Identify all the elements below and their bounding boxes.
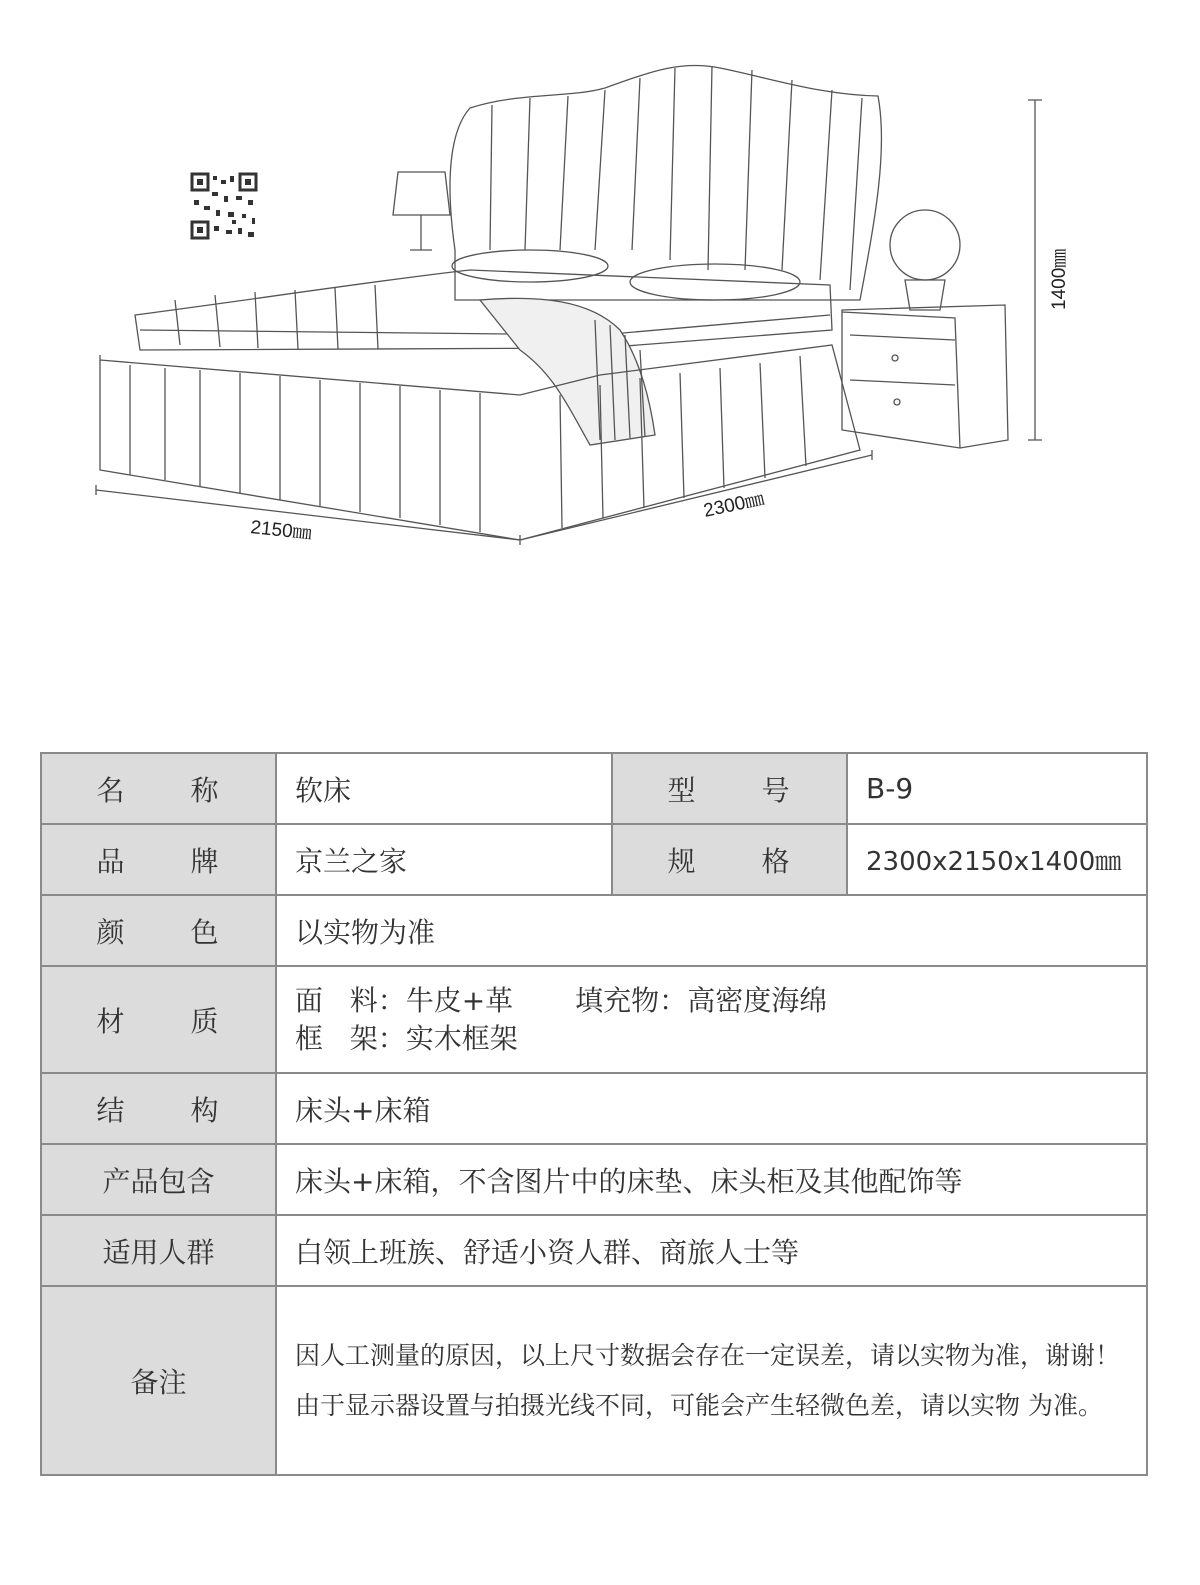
spec-row-includes bbox=[41, 1144, 1147, 1215]
brand-label: 品 牌 bbox=[41, 824, 276, 895]
pillow bbox=[630, 264, 800, 300]
bed-line-drawing bbox=[0, 0, 1200, 640]
structure-label: 结 构 bbox=[41, 1073, 276, 1144]
notes-line-1: 因人工测量的原因，以上尺寸数据会存在一定误差，请以实物为准，谢谢！ bbox=[295, 1340, 1121, 1370]
width-dimension: 2150㎜ bbox=[249, 517, 313, 545]
size-value: 2300x2150x1400㎜ bbox=[847, 824, 1147, 895]
includes-value: 床头+床箱，不含图片中的床垫、床头柜及其他配饰等 bbox=[276, 1144, 1147, 1215]
notes-value bbox=[276, 1286, 1147, 1475]
name-label: 名 称 bbox=[41, 753, 276, 824]
structure-value: 床头+床箱 bbox=[276, 1073, 1147, 1144]
color-label: 颜 色 bbox=[41, 895, 276, 966]
color-value: 以实物为准 bbox=[276, 895, 1147, 966]
spec-row-audience bbox=[41, 1215, 1147, 1286]
fabric-key: 面 料： bbox=[295, 983, 406, 1017]
material-label: 材 质 bbox=[41, 966, 276, 1073]
model-value: B-9 bbox=[847, 753, 1147, 824]
brand-value: 京兰之家 bbox=[276, 824, 612, 895]
spec-row-structure bbox=[41, 1073, 1147, 1144]
material-value bbox=[276, 966, 1147, 1073]
spec-table bbox=[40, 752, 1148, 1476]
notes-line-2: 由于显示器设置与拍摄光线不同，可能会产生轻微色差，请以实物 为准。 bbox=[295, 1390, 1103, 1420]
headboard bbox=[450, 65, 882, 300]
audience-value: 白领上班族、舒适小资人群、商旅人士等 bbox=[276, 1215, 1147, 1286]
name-value: 软床 bbox=[276, 753, 612, 824]
depth-dimension: 2300㎜ bbox=[701, 488, 766, 522]
table-lamp bbox=[393, 172, 450, 250]
spec-row-name bbox=[41, 753, 1147, 824]
decor-sphere bbox=[890, 210, 960, 280]
spec-row-notes bbox=[41, 1286, 1147, 1475]
mattress bbox=[135, 270, 832, 350]
fill-value: 高密度海绵 bbox=[687, 983, 828, 1017]
spec-row-material bbox=[41, 966, 1147, 1073]
height-dimension: 1400㎜ bbox=[1049, 248, 1070, 310]
frame-key: 框 架： bbox=[295, 1021, 406, 1055]
notes-label: 备注 bbox=[41, 1286, 276, 1475]
fabric-value: 牛皮+革 bbox=[405, 983, 514, 1017]
pillow bbox=[452, 250, 608, 282]
frame-value: 实木框架 bbox=[405, 1021, 518, 1055]
nightstand bbox=[842, 305, 1008, 448]
fill-key: 填充物： bbox=[575, 983, 688, 1017]
audience-label: 适用人群 bbox=[41, 1215, 276, 1286]
includes-label: 产品包含 bbox=[41, 1144, 276, 1215]
model-label: 型 号 bbox=[612, 753, 847, 824]
qr-code-icon bbox=[192, 174, 256, 238]
spec-row-color bbox=[41, 895, 1147, 966]
size-label: 规 格 bbox=[612, 824, 847, 895]
spec-row-brand bbox=[41, 824, 1147, 895]
